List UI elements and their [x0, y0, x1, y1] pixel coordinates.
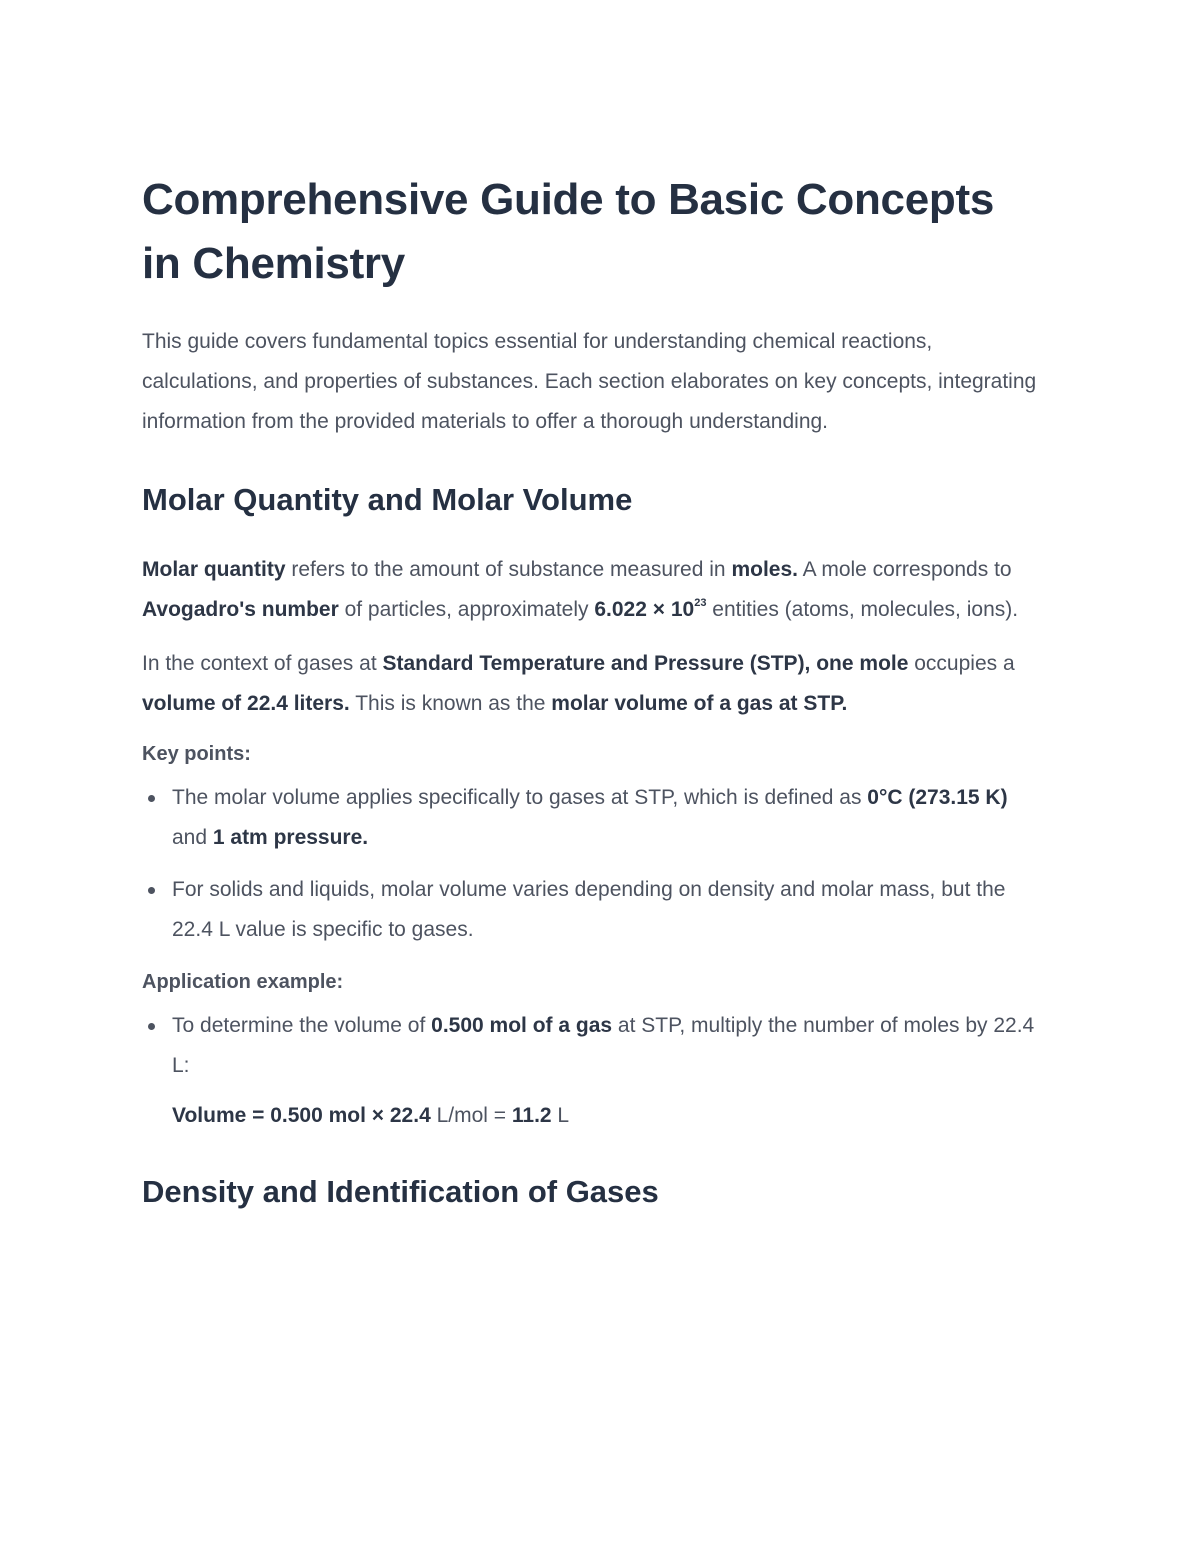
avogadro-value: $6.022 \times 10^{23}$	[594, 597, 707, 621]
bullet-icon	[148, 1023, 155, 1030]
term-molar-quantity: Molar quantity	[142, 558, 286, 581]
application-list	[142, 1006, 1042, 1086]
stp-paragraph: In the context of gases at Standard Temperature and Pressure (STP), one mole occupies a volume of 22.4 liters. This is known as the molar volume of a gas at STP.	[142, 652, 1015, 715]
volume-formula: Volume = 0.500 mol × 22.4 L/mol = 11.2 L	[172, 1104, 570, 1127]
intro-paragraph: This guide covers fundamental topics essential for understanding chemical reactions, calculations, and properties of substances. Each section elaborates on key concepts, integrating information from the provided materials to offer a thorough understanding.	[142, 330, 1037, 433]
section-heading-molar: Molar Quantity and Molar Volume	[142, 482, 633, 517]
term-avogadro: Avogadro's number	[142, 598, 339, 621]
section-heading-density: Density and Identification of Gases	[142, 1174, 659, 1209]
bullet-icon	[148, 887, 155, 894]
page-title: Comprehensive Guide to Basic Concepts in Chemistry	[142, 175, 994, 288]
bullet-icon	[148, 795, 155, 802]
list-item: The molar volume applies specifically to gases at STP, which is defined as 0°C (273.15 K) and 1 atm pressure.	[142, 778, 1042, 858]
key-points-list	[142, 778, 1042, 950]
term-moles: moles.	[731, 558, 798, 581]
application-label: Application example:	[142, 971, 344, 993]
list-item: To determine the volume of 0.500 mol of a gas at STP, multiply the number of moles by 22.4 L:	[142, 1006, 1042, 1086]
term-stp: Standard Temperature and Pressure (STP), one mole	[382, 652, 909, 675]
key-points-label: Key points:	[142, 743, 251, 765]
list-item: For solids and liquids, molar volume varies depending on density and molar mass, but the 22.4 L value is specific to gases.	[142, 870, 1042, 950]
molar-quantity-paragraph: Molar quantity refers to the amount of substance measured in moles. A mole corresponds to Avogadro's number of particles, approximately $6.022 \times 10^{23}$ entities (atoms, molecules, ions).	[142, 558, 1019, 621]
term-molar-volume: molar volume of a gas at STP.	[551, 692, 848, 715]
document-page	[142, 168, 1042, 1214]
term-volume-22-4: volume of 22.4 liters.	[142, 692, 350, 715]
